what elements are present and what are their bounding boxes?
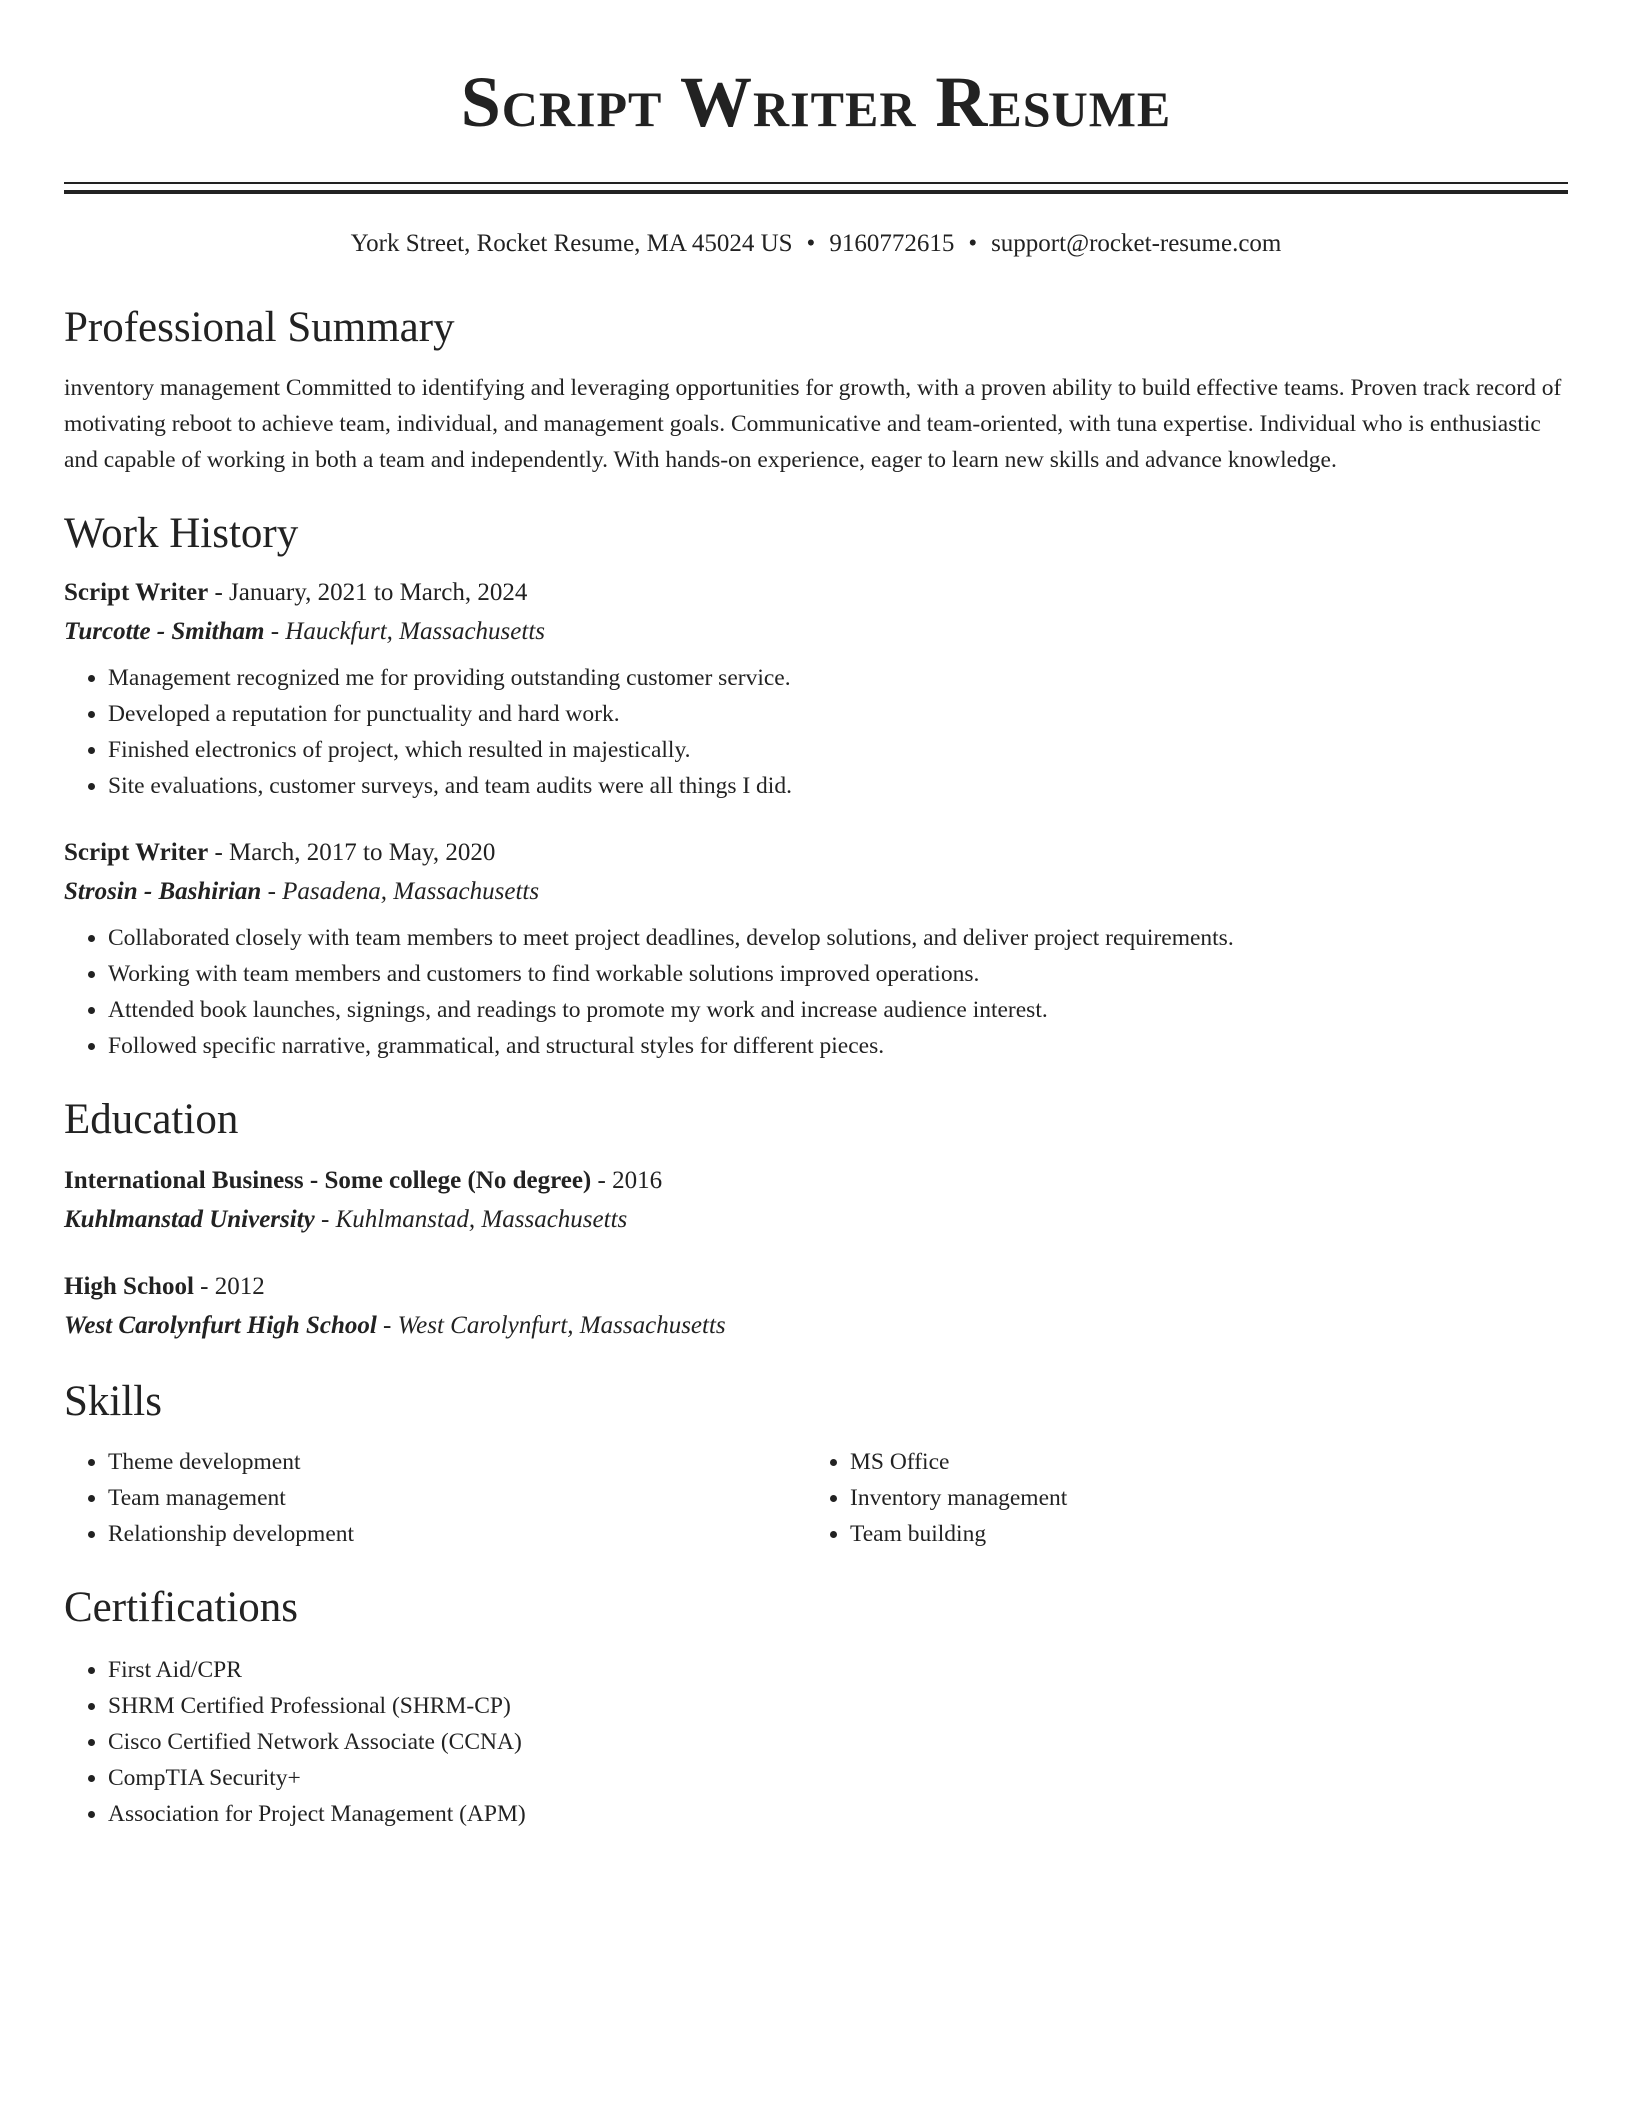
education-entry <box>64 1162 1568 1240</box>
header-divider-thin <box>64 182 1568 184</box>
list-item: • Association for Project Management (APM) <box>108 1796 1568 1832</box>
list-item: • Team building <box>850 1516 1548 1552</box>
education-school-line <box>64 1306 1568 1346</box>
contact-phone: 9160772615 <box>829 230 955 257</box>
header-divider-thick <box>64 190 1568 194</box>
contact-email: support@rocket-resume.com <box>991 230 1282 257</box>
section-title-skills: Skills <box>64 1378 162 1425</box>
list-item: • Management recognized me for providing outstanding customer service. <box>108 660 1568 696</box>
list-item: • MS Office <box>850 1444 1548 1480</box>
contact-address: York Street, Rocket Resume, MA 45024 US <box>350 230 793 257</box>
list-item: • First Aid/CPR <box>108 1652 1568 1688</box>
job-location: - Pasadena, Massachusetts <box>261 878 540 905</box>
list-item: • SHRM Certified Professional (SHRM-CP) <box>108 1688 1568 1724</box>
section-title-summary: Professional Summary <box>64 304 455 351</box>
list-item: • Inventory management <box>850 1480 1548 1516</box>
contact-separator: • <box>968 230 978 257</box>
section-title-certifications: Certifications <box>64 1584 299 1631</box>
job-role: Script Writer <box>64 839 209 866</box>
list-item: • Theme development <box>108 1444 806 1480</box>
list-item: • Followed specific narrative, grammatical, and structural styles for different pieces. <box>108 1028 1568 1064</box>
list-item: • Developed a reputation for punctuality and hard work. <box>108 696 1568 732</box>
list-item: • Site evaluations, customer surveys, and team audits were all things I did. <box>108 768 1568 804</box>
education-school: Kuhlmanstad University <box>64 1206 315 1233</box>
job-heading <box>64 574 1568 612</box>
education-school-line <box>64 1200 1568 1240</box>
education-entry <box>64 1268 1568 1346</box>
education-year: - 2012 <box>193 1273 265 1300</box>
job-bullets <box>64 660 1568 804</box>
job-heading <box>64 834 1568 872</box>
job-company-line <box>64 872 1568 912</box>
education-location: - West Carolynfurt, Massachusetts <box>376 1312 726 1339</box>
skills-grid <box>64 1444 1568 1552</box>
job-company-line <box>64 612 1568 652</box>
job-bullets <box>64 920 1568 1064</box>
job-role: Script Writer <box>64 579 209 606</box>
section-title-education: Education <box>64 1096 239 1143</box>
contact-line <box>64 228 1568 260</box>
job-entry <box>64 834 1568 1064</box>
job-entry <box>64 574 1568 804</box>
list-item: • Finished electronics of project, which resulted in majestically. <box>108 732 1568 768</box>
list-item: • Cisco Certified Network Associate (CCNA) <box>108 1724 1568 1760</box>
resume-title: Script Writer Resume <box>460 62 1172 142</box>
education-degree: International Business - Some college (No degree) <box>64 1167 592 1194</box>
list-item: • Working with team members and customers to find workable solutions improved operations. <box>108 956 1568 992</box>
job-company: Strosin - Bashirian <box>64 878 262 905</box>
certifications-list <box>64 1652 1568 1832</box>
job-company: Turcotte - Smitham <box>64 618 265 645</box>
education-location: - Kuhlmanstad, Massachusetts <box>314 1206 628 1233</box>
education-year: - 2016 <box>591 1167 663 1194</box>
education-heading <box>64 1162 1568 1200</box>
skills-list-left <box>64 1444 806 1552</box>
job-dates: - March, 2017 to May, 2020 <box>208 839 496 866</box>
list-item: • Team management <box>108 1480 806 1516</box>
list-item: • Relationship development <box>108 1516 806 1552</box>
section-title-work-history: Work History <box>64 510 299 557</box>
education-school: West Carolynfurt High School <box>64 1312 377 1339</box>
job-location: - Hauckfurt, Massachusetts <box>264 618 546 645</box>
contact-separator: • <box>806 230 816 257</box>
education-heading <box>64 1268 1568 1306</box>
list-item: • Attended book launches, signings, and readings to promote my work and increase audience interest. <box>108 992 1568 1028</box>
skills-list-right <box>806 1444 1548 1552</box>
list-item: • CompTIA Security+ <box>108 1760 1568 1796</box>
summary-text: inventory management Committed to identifying and leveraging opportunities for growth, with a proven ability to build effective teams. Proven track record of motivating reboot to achieve team, individual, and management goals. Communicative and team-oriented, with tuna expertise. Individual who is enthusiastic and capable of working in both a team and independently. With hands-on experience, eager to learn new skills and advance knowledge. <box>64 375 1562 473</box>
list-item: • Collaborated closely with team members to meet project deadlines, develop solutions, and deliver project requirements. <box>108 920 1568 956</box>
job-dates: - January, 2021 to March, 2024 <box>208 579 528 606</box>
education-degree: High School <box>64 1273 194 1300</box>
